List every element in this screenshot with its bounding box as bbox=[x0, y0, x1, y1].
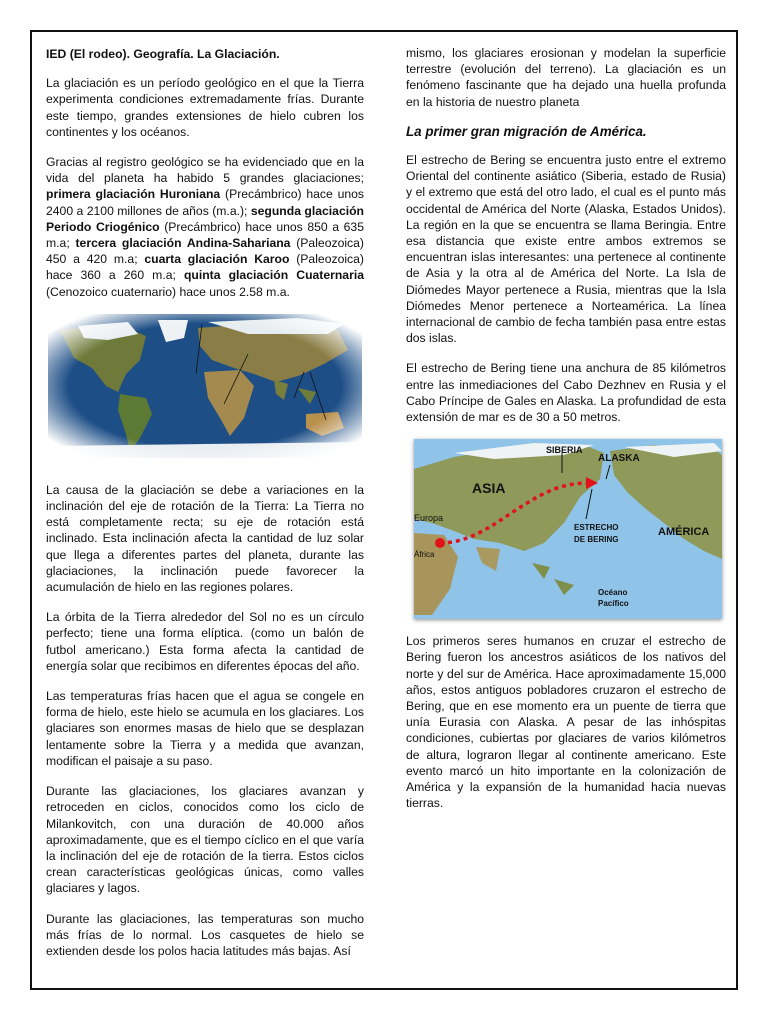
text-run: (Precámbrico) hace unos 2400 a 2100 millones de años (m.a.); bbox=[46, 187, 364, 218]
text-run: (Precámbrico) hace unos 850 a 635 m.a; bbox=[46, 219, 364, 251]
bering-location-paragraph: El estrecho de Bering se encuentra justo entre el extremo Oriental del continente asiático (Siberia, estado de Rusia) y el extremo que está del otro lado, el cual es el punto más occidental de América del Norte (Alaska, Estados Unidos). La región en la que se encuentra se llama Beringia. Entre esa distancia que existe entre ambos extremos se encuentran islas interesantes: una pertenece al continente de Asia y la otra al de América del Norte. La Isla de Diómedes Mayor pertenece a Rusia, mientras que la Isla Diómedes Menor pertenece a Norteamérica. La línea internacional de cambio de fecha también pasa entre estas dos islas. bbox=[406, 153, 726, 346]
label-pacifico: Pacífico bbox=[598, 599, 629, 609]
document-title: IED (El rodeo). Geografía. La Glaciación. bbox=[46, 47, 280, 61]
orbit-paragraph: La órbita de la Tierra alrededor del Sol no es un círculo perfecto; tiene una forma elíptica. (como un balón de futbol americano.) Esta forma afecta la cantidad de energía solar que recibimos en diferentes épocas del año. bbox=[46, 610, 364, 673]
label-estrecho: ESTRECHO bbox=[574, 523, 619, 533]
intro-paragraph: La glaciación es un período geológico en el que la Tierra experimenta condiciones extremadamente frías. Durante este tiempo, grandes extensiones de hielo cubren los continentes y los océanos. bbox=[46, 76, 364, 139]
label-asia: ASIA bbox=[472, 480, 506, 497]
label-europa: Europa bbox=[414, 513, 444, 524]
glaciation-andina-sahariana: tercera glaciación Andina-Sahariana bbox=[75, 236, 291, 251]
milankovitch-paragraph: Durante las glaciaciones, los glaciares avanzan y retroceden en ciclos, conocidos como los ciclo de Milankovitch, con una duración de 40.000 años aproximadamente, que es el tiempo cíclico en el que varía la inclinación del eje de rotación de la tierra. Estos ciclos crean características geológicas únicas, como valles glaciares y lagos. bbox=[46, 784, 364, 896]
label-america: AMÉRICA bbox=[658, 526, 710, 539]
first-humans-paragraph: Los primeros seres humanos en cruzar el estrecho de Bering fueron los ancestros asiáticos de los nativos del norte y del sur de América. Hace aproximadamente 15,000 años, estos antiguos pobladores cruzaron el estrecho de Bering, que en ese momento era un puente de tierra que unía Eurasia con Alaska. A pesar de las inhóspitas condiciones, cubiertas por glaciares de varios kilómetros de altura, lograron llegar al continente americano. Este evento marcó un hito importante en la colonización de América y la expansión de la humanidad hacia nuevas tierras. bbox=[406, 634, 726, 811]
glaciation-huroniana: primera glaciación Huroniana bbox=[46, 187, 221, 202]
label-de-bering: DE BERING bbox=[574, 535, 619, 545]
world-ice-map bbox=[48, 314, 362, 458]
glaciation-cuaternaria: quinta glaciación Cuaternaria bbox=[183, 268, 364, 283]
continuation-paragraph: mismo, los glaciares erosionan y modelan la superficie terrestre (evolución del terreno). La glaciación es un fenómeno fascinante que ha dejado una huella profunda en la historia de nuestro planeta bbox=[406, 46, 726, 109]
label-alaska: ALASKA bbox=[598, 453, 640, 465]
right-column bbox=[406, 45, 726, 826]
section-subtitle: La primer gran migración de América. bbox=[406, 123, 647, 139]
ice-caps-paragraph: Durante las glaciaciones, las temperaturas son mucho más frías de lo normal. Los casquetes de hielo se extienden desde los polos hacia latitudes más bajas. Así bbox=[46, 911, 364, 958]
text-run: (Paleozoica) 450 a 420 m.a; bbox=[46, 236, 364, 267]
page-frame bbox=[30, 30, 738, 990]
left-column bbox=[46, 46, 364, 959]
temperature-paragraph: Las temperaturas frías hacen que el agua se congele en forma de hielo, este hielo se acumula en los glaciares. Los glaciares son enormes masas de hielo que se desplazan lentamente sobre la Tierra y a medida que avanzan, modifican el paisaje a su paso. bbox=[46, 689, 364, 768]
route-origin-dot bbox=[435, 538, 445, 548]
glaciation-karoo: cuarta glaciación Karoo bbox=[144, 252, 290, 267]
text-run: Gracias al registro geológico se ha evidenciado que en la vida del planeta ha habido 5 grandes glaciaciones; bbox=[46, 155, 364, 186]
text-run: (Cenozoico cuaternario) hace unos 2.58 m.a. bbox=[46, 284, 290, 299]
text-run: (Paleozoica) hace 360 a 260 m.a; bbox=[46, 252, 364, 283]
label-siberia: SIBERIA bbox=[546, 445, 583, 456]
bering-width-paragraph: El estrecho de Bering tiene una anchura de 85 kilómetros entre las inmediaciones del Cabo Dezhnev en Rusia y el Cabo Príncipe de Gales en Alaska. La profundidad de esta extensión de mar es de 30 a 50 metros. bbox=[406, 361, 726, 425]
bering-migration-map bbox=[414, 439, 722, 619]
label-africa: África bbox=[414, 550, 435, 560]
glaciation-criogenico: segunda glaciación Periodo Criogénico bbox=[46, 203, 364, 234]
cause-paragraph: La causa de la glaciación se debe a variaciones en la inclinación del eje de rotación de la Tierra: La Tierra no está completamente recta; su eje de rotación está inclinado. Esta inclinación afecta la cantidad de luz solar que llega a diferentes partes del planeta, durante las glaciaciones, la inclinación puede favorecer la acumulación de hielo en las regiones polares. bbox=[46, 482, 364, 595]
glaciations-paragraph bbox=[46, 154, 364, 300]
label-oceano: Océano bbox=[598, 588, 628, 598]
